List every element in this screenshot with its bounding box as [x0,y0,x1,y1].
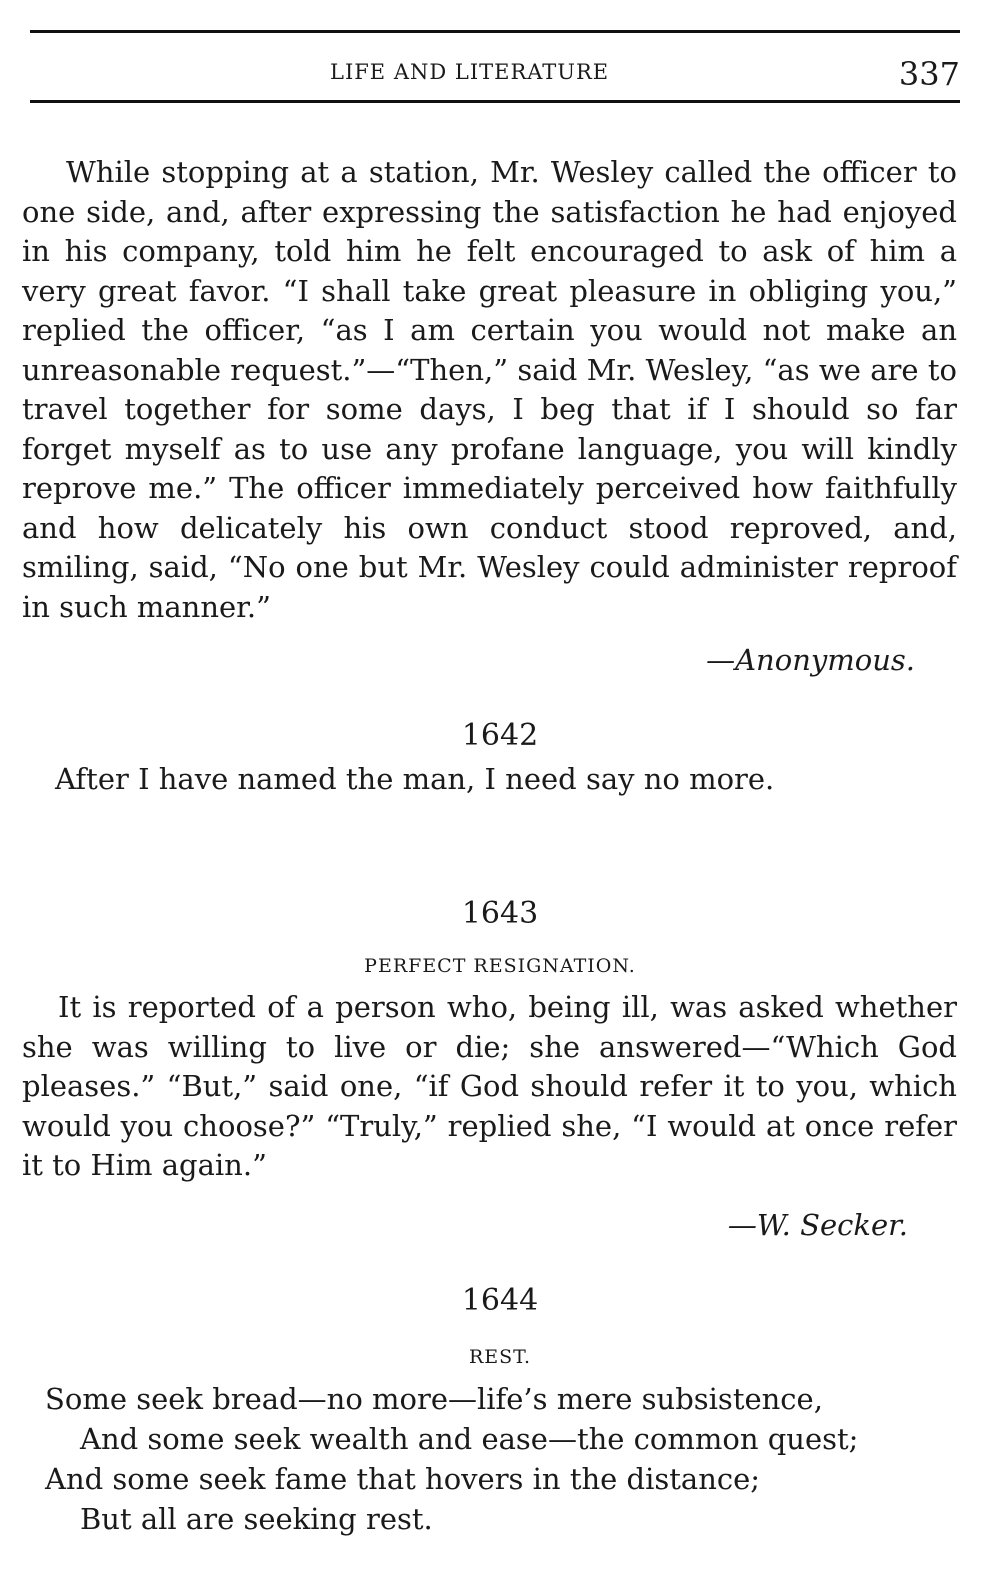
header-rule-bottom [30,100,960,103]
verse-line: And some seek fame that hovers in the distance; [45,1462,761,1496]
attribution-secker: —W. Secker. [727,1208,908,1242]
continuation-paragraph: While stopping at a station, Mr. Wesley called the officer to one side, and, after expressing the satisfaction he had enjoyed in his company, told him he felt encouraged to ask of him a very great favor. “I shall take great pleasure in obliging you,” replied the officer, “as I am certain you would not make an unreasonable request.”—“Then,” said Mr. Wesley, “as we are to travel together for some days, I beg that if I should so far forget myself as to use any profane language, you will kindly reprove me.” The officer immediately perceived how faithfully and how delicately his own conduct stood reproved, and, smiling, said, “No one but Mr. Wesley could administer reproof in such manner.” [22,155,957,624]
entry-number-1642: 1642 [461,718,539,753]
entry-1643-text: It is reported of a person who, being ill, was asked whether she was willing to live or die; she answered—“Which God pleases.” “But,” said one, “if God should refer it to you, which would you choose?” “Truly,” replied she, “I would at once refer it to Him again.” [22,990,957,1182]
entry-1642-text: After I have named the man, I need say no more. [55,762,775,796]
page-number: 337 [898,55,960,93]
entry-number-1644: 1644 [461,1283,539,1318]
running-head: LIFE AND LITERATURE [330,60,610,84]
entry-1643-title: PERFECT RESIGNATION. [364,955,636,977]
verse-line: Some seek bread—no more—life’s mere subsistence, [45,1382,823,1416]
verse-line: And some seek wealth and ease—the common quest; [80,1422,859,1456]
header-rule-top [30,30,960,33]
attribution-anonymous: —Anonymous. [706,643,915,677]
entry-number-1643: 1643 [461,896,539,931]
verse-line: But all are seeking rest. [80,1502,433,1536]
entry-1644-title: REST. [468,1346,532,1368]
